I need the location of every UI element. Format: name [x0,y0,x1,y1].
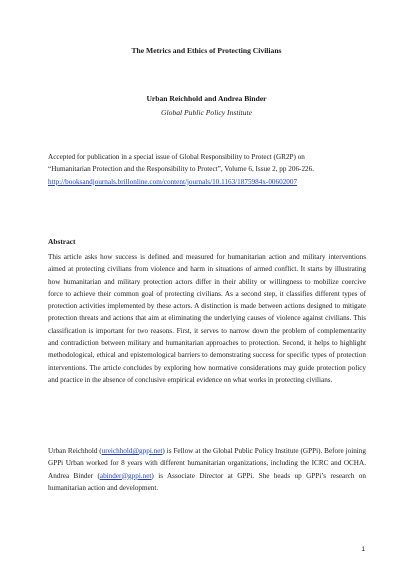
abstract-paragraph: This article asks how success is defined and measured for humanitarian action and military interventions aimed at protecting civilians from violence and harm in situations of armed conflict. It starts by illustrating how humanitarian and military protection actors differ in their ability or willingness to mobilize coercive force to achieve their common goal of protecting civilians. As a second step, it classifies different types of protection activities implemented by these actors. A distinction is made between actions designed to mitigate protection threats and actions that aim at eliminating the underlying causes of violence against civilians. This classification is important for two reasons. First, it serves to narrow down the problem of complementarity and contradiction between military and humanitarian approaches to protection. Second, it helps to highlight methodological, ethical and epistemological barriers to demonstrating success for specific types of protection interventions. The article concludes by exploring how normative considerations may guide protection policy and practice in the absence of conclusive empirical evidence on what works in protecting civilians. [48,253,366,384]
bio-text-part-2: ) is Fellow at the Global Public Policy Institute (GPPi). Before joining GPPi Urban worked for 8 years with different humanitarian organizations, including the ICRC and OCHA. Andrea Binder ( [48,447,366,480]
author-names: Urban Reichhold and Andrea Binder [146,94,267,103]
publication-note-line-2: “Humanitarian Protection and the Responsibility to Protect”, Volume 6, Issue 2, pp 206-226. [48,165,315,174]
publication-url-link[interactable]: http://booksandjournals.brillonline.com/content/journals/10.1163/1875984x-00602007 [48,177,298,186]
email-link-reichhold[interactable]: ureichhold@gppi.net [101,447,163,455]
abstract-heading: Abstract [48,237,76,246]
publication-note [48,151,366,188]
publication-note-line-1: Accepted for publication in a special issue of Global Responsibility to Protect (GR2P) on [48,153,305,161]
paper-title: The Metrics and Ethics of Protecting Civilians [131,46,282,55]
email-link-binder[interactable]: abinder@gppi.net [99,471,152,480]
bio-text-part-3: ) is Associate Director at GPPi. She heads up GPPi’s research on humanitarian action and development. [48,471,366,492]
bio-text-part-1: Urban Reichhold ( [48,447,102,455]
author-bio-paragraph [48,445,366,494]
page-number: 1 [361,546,365,553]
author-affiliation: Global Public Policy Institute [161,108,252,117]
